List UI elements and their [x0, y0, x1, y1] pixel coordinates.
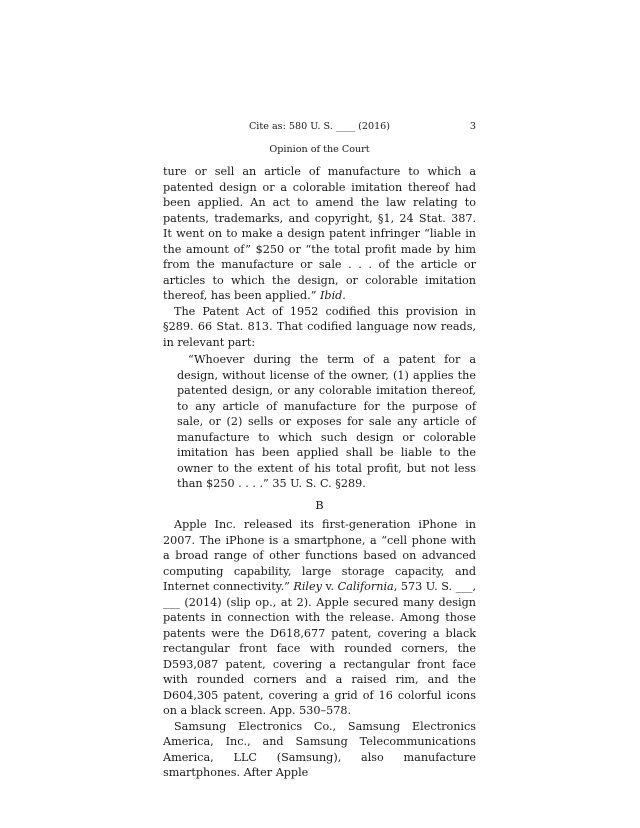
paragraph-3-text-b: , 573 U. S. ___, ___ (2014) (slip op., at 2). Apple secured many design patents in connection with the release. Among those patents were the D618,677 patent, covering a black rectangular front face with rounded corners, the D593,087 patent, covering a rectangular front face with rounded corners and a raised rim, and the D604,305 patent, covering a grid of 16 colorful icons on a black screen. App. 530–578. — [163, 580, 476, 717]
case-versus: v. — [321, 580, 338, 593]
paragraph-3-text-a: Apple Inc. released its first-generation iPhone in 2007. The iPhone is a smartphone, a “cell phone with a broad range of other functions based on advanced computing capability, large storage capacity, and Internet connectivity.” — [163, 518, 476, 593]
page-number: 3 — [469, 121, 476, 132]
paragraph-1-text: ture or sell an article of manufacture to which a patented design or a colorable imitation thereof had been applied. An act to amend the law relating to patents, trademarks, and copyright, §1, 24 Stat. 387. It went on to make a design patent infringer “liable in the amount of” $250 or “the total profit made by him from the manufacture or sale . . . of the article or articles to which the design, or colorable imitation thereof, has been applied.” — [163, 165, 476, 302]
citation-header: Cite as: 580 U. S. ____ (2016) — [248, 121, 391, 132]
section-heading: B — [315, 498, 324, 512]
statute-quote: “Whoever during the term of a patent for a design, without license of the owner, (1) applies the patented design, or any colorable imitation thereof, to any article of manufacture for the purpose of sale, or (2) sells or exposes for sale any article of manufacture to which such design or colorable imitation has been applied shall be liable to the owner to the extent of his total profit, but not less than $250 . . . .” 35 U. S. C. §289. — [177, 353, 476, 490]
ibid-citation: Ibid. — [319, 289, 346, 302]
paragraph-4: Samsung Electronics Co., Samsung Electronics America, Inc., and Samsung Telecommunications America, LLC (Samsung), also manufacture smartphones. After Apple — [163, 719, 476, 779]
case-name-california: California — [337, 580, 394, 593]
opinion-subheading: Opinion of the Court — [269, 144, 370, 155]
paragraph-1 — [163, 164, 476, 304]
case-name-riley: Riley — [293, 580, 322, 593]
opinion-body — [163, 164, 476, 781]
paragraph-2: The Patent Act of 1952 codified this provision in §289. 66 Stat. 813. That codified language now reads, in relevant part: — [163, 304, 476, 349]
paragraph-3 — [163, 517, 476, 719]
running-head — [163, 121, 476, 135]
